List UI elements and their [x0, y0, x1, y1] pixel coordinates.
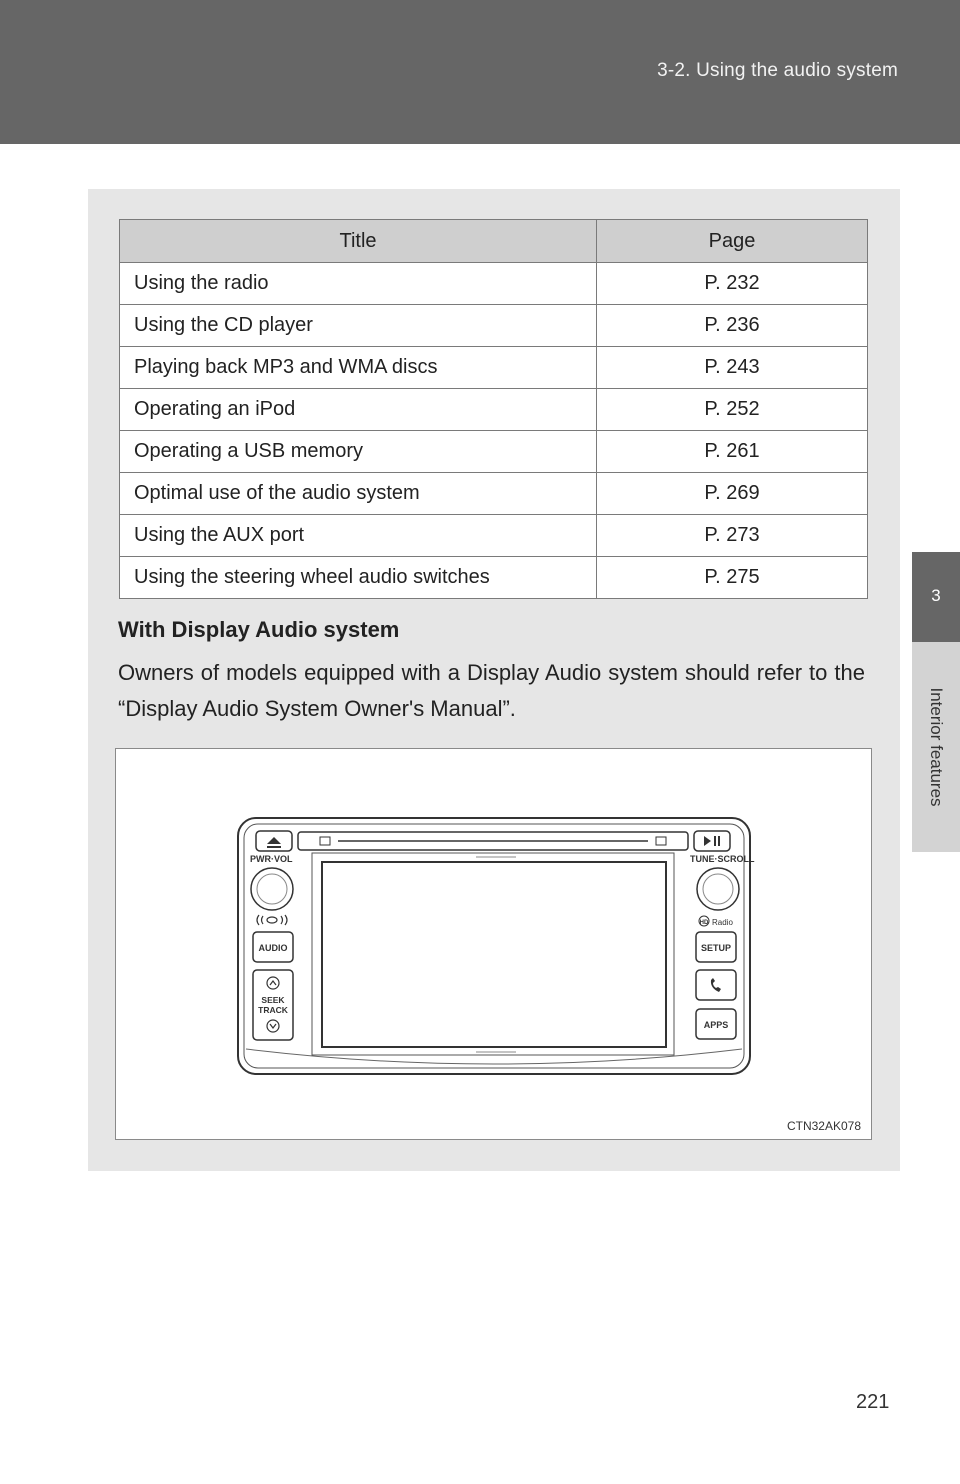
table-row [120, 305, 868, 347]
row-title: Using the AUX port [120, 515, 597, 557]
row-page[interactable]: P. 261 [597, 431, 868, 473]
row-page[interactable]: P. 269 [597, 473, 868, 515]
chapter-label: Interior features [927, 687, 946, 807]
table-row [120, 515, 868, 557]
row-title: Using the radio [120, 263, 597, 305]
chevron-down-icon [267, 1020, 279, 1032]
play-pause-button [694, 831, 730, 851]
display-screen [322, 862, 666, 1047]
row-title: Using the CD player [120, 305, 597, 347]
row-title: Operating an iPod [120, 389, 597, 431]
chevron-up-icon [267, 977, 279, 989]
setup-label: SETUP [700, 943, 732, 953]
table-header-row [120, 220, 868, 263]
apps-label: APPS [703, 1020, 729, 1030]
row-page[interactable]: P. 273 [597, 515, 868, 557]
row-page[interactable]: P. 236 [597, 305, 868, 347]
row-title: Playing back MP3 and WMA discs [120, 347, 597, 389]
row-page[interactable]: P. 252 [597, 389, 868, 431]
header-band [0, 0, 960, 144]
row-title: Using the steering wheel audio switches [120, 557, 597, 599]
table-row [120, 389, 868, 431]
seek-label: SEEK [261, 995, 285, 1005]
head-unit-drawing [116, 749, 871, 1139]
table-row [120, 263, 868, 305]
radio-label: Radio [712, 918, 733, 927]
track-label: TRACK [258, 1005, 288, 1015]
row-title: Optimal use of the audio system [120, 473, 597, 515]
figure-code: CTN32AK078 [786, 1119, 861, 1133]
row-page[interactable]: P. 243 [597, 347, 868, 389]
contents-table [119, 219, 868, 599]
column-header-title: Title [120, 220, 597, 263]
column-header-page: Page [597, 220, 868, 263]
page-number: 221 [856, 1391, 890, 1413]
pwr-vol-label: PWR·VOL [250, 854, 293, 864]
audio-label: AUDIO [258, 943, 288, 953]
phone-button [696, 970, 736, 1000]
table-row [120, 431, 868, 473]
table-row [120, 347, 868, 389]
section-heading: With Display Audio system [118, 617, 400, 642]
table-row [120, 557, 868, 599]
hd-label: HD [699, 920, 709, 926]
display-audio-illustration [115, 748, 872, 1140]
row-page[interactable]: P. 275 [597, 557, 868, 599]
chapter-number: 3 [931, 586, 941, 605]
section-header-title: 3-2. Using the audio system [657, 60, 898, 81]
section-body: Owners of models equipped with a Display Audio system should refer to the “Display Audio System Owner's Manual”. [118, 660, 865, 721]
row-page[interactable]: P. 232 [597, 263, 868, 305]
table-row [120, 473, 868, 515]
row-title: Operating a USB memory [120, 431, 597, 473]
tune-scroll-label: TUNE·SCROLL [690, 854, 755, 864]
